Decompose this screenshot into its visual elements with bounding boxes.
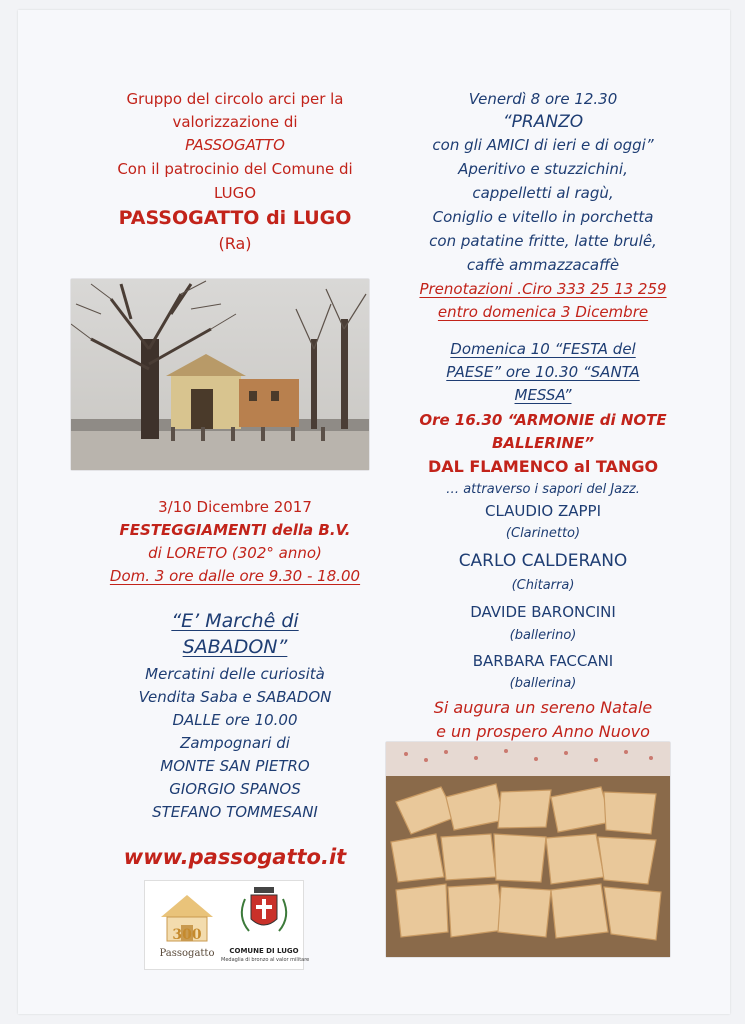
location-title: PASSOGATTO di LUGO: [118, 207, 352, 229]
anniversary-number: 300: [172, 927, 202, 943]
lunch-block: [398, 90, 688, 330]
sunday-line-1: Domenica 10 “FESTA del: [450, 340, 636, 358]
festival-subtitle: di LORETO (302° anno): [148, 544, 322, 562]
performer-4-role: (ballerina): [509, 676, 577, 691]
market-title-2: SABADON”: [182, 636, 288, 658]
market-block: [70, 610, 400, 840]
menu-line-3: Coniglio e vitello in porchetta: [432, 208, 654, 226]
market-title: “E’ Marchê di: [171, 610, 299, 632]
organizer-line-2: valorizzazione di: [172, 113, 298, 131]
pastries-photo: [386, 742, 670, 957]
concert-tagline: … attraverso i sapori del Jazz.: [446, 482, 640, 497]
performer-3: DAVIDE BARONCINI: [470, 603, 616, 621]
province-label: (Ra): [218, 234, 252, 253]
patronage-line: Con il patrocinio del Comune di: [117, 160, 353, 178]
comune-subtitle: Medaglia di bronzo al valor militare: [221, 957, 310, 963]
market-line-6: GIORGIO SPANOS: [169, 780, 301, 798]
menu-line-2: cappelletti al ragù,: [472, 184, 614, 202]
sunday-line-2: PAESE” ore 10.30 “SANTA: [446, 363, 640, 381]
logos-box: [144, 880, 310, 970]
festival-hours: Dom. 3 ore dalle ore 9.30 - 18.00: [109, 567, 361, 585]
performer-1: CLAUDIO ZAPPI: [484, 502, 601, 520]
market-line-1: Mercatini delle curiosità: [145, 665, 325, 683]
concert-subtitle: DAL FLAMENCO al TANGO: [427, 457, 659, 476]
comune-name: COMUNE DI LUGO: [229, 947, 299, 955]
festival-block: [70, 498, 400, 588]
sunday-line-3: MESSA”: [514, 386, 572, 404]
menu-line-1: Aperitivo e stuzzichini,: [458, 160, 628, 178]
greeting-line-2: e un prospero Anno Nuovo: [436, 722, 650, 741]
anniversary-logo: [151, 887, 223, 963]
organizer-line: Gruppo del circolo arci per la: [126, 90, 344, 108]
performer-2: CARLO CALDERANO: [458, 551, 628, 571]
lugo-label: LUGO: [213, 184, 257, 202]
market-line-7: STEFANO TOMMESANI: [152, 803, 318, 821]
market-line-3: DALLE ore 10.00: [172, 711, 298, 729]
anniversary-name: Passogatto: [159, 948, 215, 959]
lunch-title: “PRANZO: [502, 112, 584, 132]
menu-line-5: caffè ammazzacaffè: [466, 256, 620, 274]
market-line-2: Vendita Saba e SABADON: [138, 688, 332, 706]
greeting-line-1: Si augura un sereno Natale: [433, 698, 653, 717]
lunch-subtitle: con gli AMICI di ieri e di oggi”: [432, 136, 654, 154]
booking-deadline: entro domenica 3 Dicembre: [437, 303, 649, 321]
performer-1-role: (Clarinetto): [505, 526, 581, 541]
website-link[interactable]: www.passogatto.it: [123, 845, 347, 869]
comune-crest: [221, 885, 310, 967]
sunday-block: [398, 340, 688, 700]
performer-3-role: (ballerino): [509, 628, 577, 643]
performer-4: BARBARA FACCANI: [472, 652, 614, 670]
left-header: [70, 90, 400, 270]
event-dates: 3/10 Dicembre 2017: [158, 498, 312, 516]
performer-2-role: (Chitarra): [511, 578, 575, 593]
concert-title: Ore 16.30 “ARMONIE di NOTE: [419, 411, 667, 429]
lunch-date: Venerdì 8 ore 12.30: [468, 90, 618, 108]
greetings-block: [398, 698, 688, 748]
festival-title: FESTEGGIAMENTI della B.V.: [119, 521, 351, 539]
menu-line-4: con patatine fritte, latte brulê,: [429, 232, 657, 250]
market-line-4: Zampognari di: [180, 734, 290, 752]
booking-phone: Prenotazioni .Ciro 333 25 13 259: [419, 280, 667, 298]
poster-sheet: [18, 10, 730, 1014]
market-line-5: MONTE SAN PIETRO: [160, 757, 310, 775]
concert-title-2: BALLERINE”: [492, 434, 594, 452]
passogatto-label: PASSOGATTO: [185, 136, 285, 154]
church-photo: [71, 279, 369, 470]
